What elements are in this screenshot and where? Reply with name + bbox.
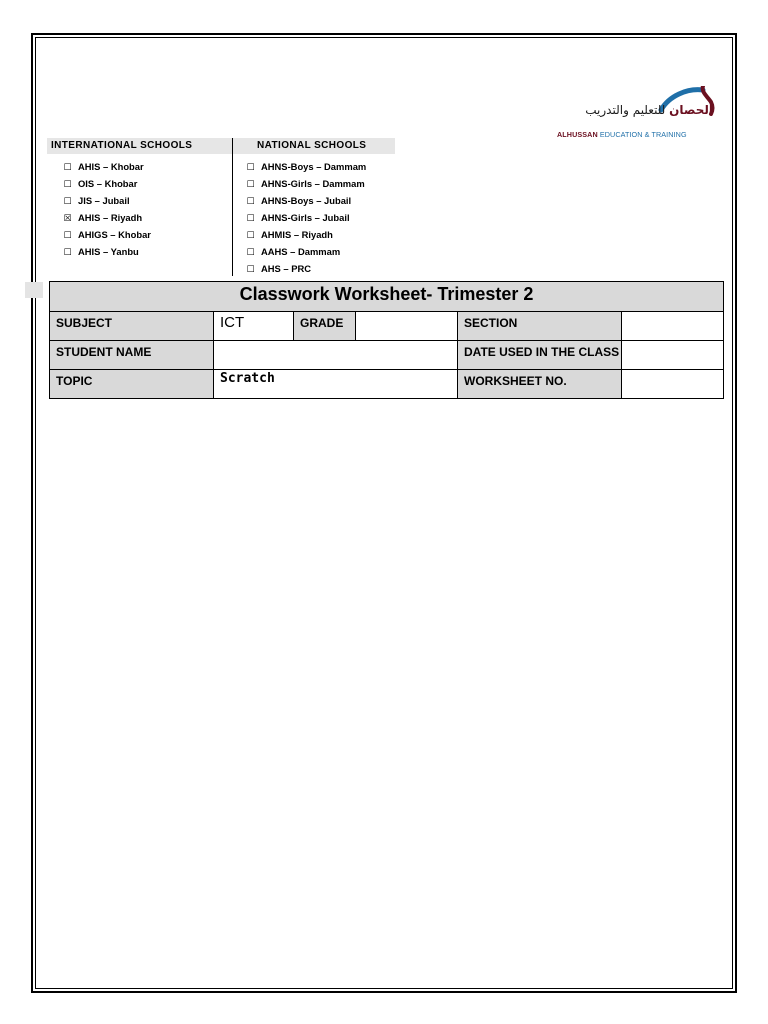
logo-latin-text bbox=[557, 130, 687, 139]
school-option[interactable] bbox=[62, 243, 151, 260]
school-option[interactable] bbox=[62, 158, 151, 175]
worksheet-no-label: WORKSHEET NO. bbox=[458, 370, 622, 399]
school-name: JIS – Jubail bbox=[78, 195, 130, 206]
alhussan-logo bbox=[557, 86, 715, 142]
school-name: OIS – Khobar bbox=[78, 178, 138, 189]
checkbox-icon[interactable]: ☐ bbox=[246, 197, 255, 207]
section-value[interactable] bbox=[622, 312, 724, 341]
worksheet-title: Classwork Worksheet- Trimester 2 bbox=[50, 282, 724, 312]
grade-label: GRADE bbox=[294, 312, 356, 341]
international-schools-title: INTERNATIONAL SCHOOLS bbox=[51, 140, 193, 151]
checkbox-icon[interactable]: ☐ bbox=[246, 163, 255, 173]
subject-label: SUBJECT bbox=[50, 312, 214, 341]
checkbox-icon[interactable]: ☐ bbox=[246, 265, 255, 275]
school-option[interactable] bbox=[62, 209, 151, 226]
logo-latin-brand: ALHUSSAN bbox=[557, 130, 598, 139]
student-name-value[interactable] bbox=[214, 341, 458, 370]
school-option[interactable] bbox=[245, 158, 366, 175]
school-name: AHMIS – Riyadh bbox=[261, 229, 333, 240]
school-option[interactable] bbox=[245, 192, 366, 209]
schools-divider bbox=[232, 138, 233, 276]
topic-value[interactable]: Scratch bbox=[214, 370, 458, 399]
checkbox-icon[interactable]: ☐ bbox=[63, 180, 72, 190]
national-schools-title: NATIONAL SCHOOLS bbox=[257, 140, 367, 151]
logo-arabic-brand: الحصان bbox=[669, 103, 713, 117]
margin-marker bbox=[25, 282, 43, 298]
national-schools-list bbox=[245, 158, 366, 277]
checkbox-icon[interactable]: ☐ bbox=[246, 248, 255, 258]
school-option[interactable] bbox=[245, 243, 366, 260]
school-option[interactable] bbox=[245, 175, 366, 192]
logo-latin-rest: EDUCATION & TRAINING bbox=[599, 130, 687, 139]
school-name: AHNS-Boys – Jubail bbox=[261, 195, 352, 206]
school-option[interactable] bbox=[245, 209, 366, 226]
checkbox-icon[interactable]: ☐ bbox=[63, 197, 72, 207]
international-schools-list bbox=[62, 158, 151, 260]
student-name-label: STUDENT NAME bbox=[50, 341, 214, 370]
school-option[interactable] bbox=[62, 192, 151, 209]
school-name: AHIGS – Khobar bbox=[78, 229, 151, 240]
checkbox-icon[interactable]: ☐ bbox=[63, 231, 72, 241]
school-name: AHNS-Girls – Dammam bbox=[261, 178, 365, 189]
school-name: AHIS – Yanbu bbox=[78, 246, 139, 257]
checkbox-icon[interactable]: ☐ bbox=[246, 214, 255, 224]
checkbox-icon[interactable]: ☐ bbox=[246, 180, 255, 190]
date-used-value[interactable] bbox=[622, 341, 724, 370]
date-used-label: DATE USED IN THE CLASS bbox=[458, 341, 622, 370]
grade-value[interactable] bbox=[356, 312, 458, 341]
school-name: AAHS – Dammam bbox=[261, 246, 341, 257]
worksheet-info-table bbox=[49, 281, 724, 399]
subject-value[interactable]: ICT bbox=[214, 312, 294, 341]
school-option[interactable] bbox=[245, 260, 366, 277]
school-option[interactable] bbox=[245, 226, 366, 243]
worksheet-no-value[interactable] bbox=[622, 370, 724, 399]
school-name: AHIS – Riyadh bbox=[78, 212, 143, 223]
school-option[interactable] bbox=[62, 226, 151, 243]
checkbox-icon[interactable]: ☐ bbox=[63, 163, 72, 173]
checkbox-icon[interactable]: ☐ bbox=[63, 248, 72, 258]
section-label: SECTION bbox=[458, 312, 622, 341]
school-name: AHIS – Khobar bbox=[78, 161, 144, 172]
school-name: AHNS-Boys – Dammam bbox=[261, 161, 367, 172]
logo-arabic-rest: للتعليم والتدريب bbox=[585, 103, 666, 117]
school-name: AHS – PRC bbox=[261, 263, 312, 274]
topic-label: TOPIC bbox=[50, 370, 214, 399]
school-option[interactable] bbox=[62, 175, 151, 192]
checkbox-icon[interactable]: ☒ bbox=[63, 214, 72, 224]
logo-arabic-text bbox=[585, 103, 713, 117]
checkbox-icon[interactable]: ☐ bbox=[246, 231, 255, 241]
school-name: AHNS-Girls – Jubail bbox=[261, 212, 350, 223]
